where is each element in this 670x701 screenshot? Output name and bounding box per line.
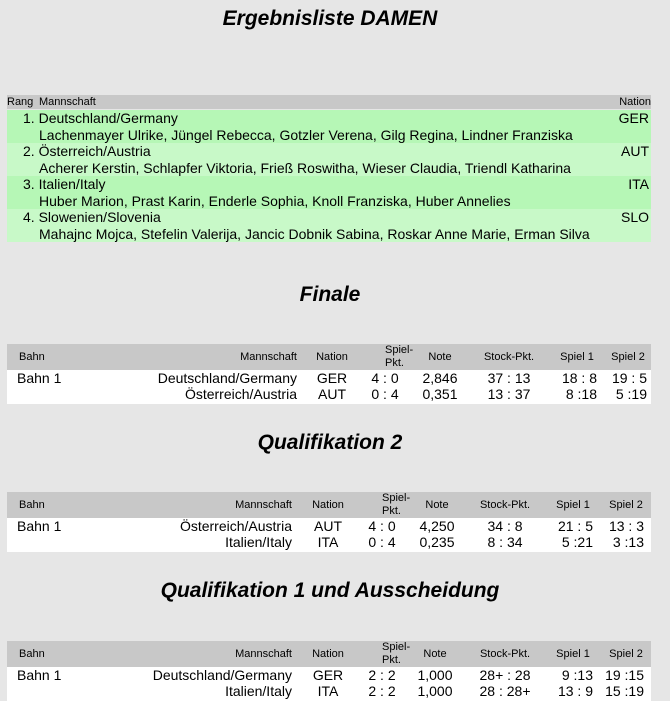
team-nation: GER: [312, 667, 344, 683]
team-name: Deutschland/Germany: [152, 667, 292, 683]
spiel2: 3 :13: [612, 534, 644, 550]
match-table-body: [7, 518, 651, 552]
header-note: Note: [423, 648, 447, 660]
rank-nation: AUT: [621, 143, 649, 159]
section-title-qualifikation-1: Qualifikation 1 und Ausscheidung: [160, 579, 500, 602]
spiel-pkt: 2 : 2: [368, 667, 396, 683]
spiel2: 15 :19: [605, 683, 644, 699]
team-nation: AUT: [318, 386, 346, 402]
header-mannschaft: Mannschaft: [235, 499, 292, 511]
header-spiel1: Spiel 1: [556, 648, 590, 660]
header-note: Note: [428, 351, 452, 363]
rank-team: Österreich/Austria: [38, 143, 151, 159]
rank-team: Deutschland/Germany: [38, 110, 178, 126]
rank-players: Lachenmayer Ulrike, Jüngel Rebecca, Gotzler Verena, Gilg Regina, Lindner Franziska: [39, 127, 573, 143]
header-stock-pkt: Stock-Pkt.: [483, 351, 535, 363]
header-stock-pkt: Stock-Pkt.: [479, 648, 531, 660]
rank-nation: GER: [618, 110, 649, 126]
header-spiel1: Spiel 1: [560, 351, 594, 363]
spiel-pkt: 2 : 2: [368, 683, 396, 699]
spiel-pkt: 4 : 0: [371, 370, 399, 386]
team-name: Österreich/Austria: [179, 518, 292, 534]
team-name: Deutschland/Germany: [157, 370, 297, 386]
header-rang: Rang: [7, 96, 34, 108]
header-spiel2: Spiel 2: [609, 648, 643, 660]
stock-pkt: 13 : 37: [487, 386, 531, 402]
header-spiel-pkt: Spiel- Pkt.: [385, 344, 414, 369]
note: 1,000: [417, 683, 453, 699]
spiel-pkt: 0 : 4: [371, 386, 399, 402]
spiel-pkt: 0 : 4: [368, 534, 396, 550]
rank-players: Mahajnc Mojca, Stefelin Valerija, Jancic Dobnik Sabina, Roskar Anne Marie, Erman Silva: [39, 226, 590, 242]
ranking-header: [7, 95, 651, 109]
spiel1: 18 : 8: [561, 370, 597, 386]
header-spiel-pkt: Spiel- Pkt.: [382, 492, 411, 517]
team-nation: GER: [316, 370, 348, 386]
rank-number: 3.: [23, 176, 35, 192]
note: 4,250: [419, 518, 455, 534]
ranking-row: [7, 209, 651, 242]
page-title: Ergebnisliste DAMEN: [222, 7, 438, 30]
header-spiel2: Spiel 2: [609, 499, 643, 511]
match-table-header: [7, 344, 651, 370]
ranking-row: [7, 110, 651, 143]
header-nation: Nation: [312, 499, 344, 511]
stock-pkt: 34 : 8: [487, 518, 523, 534]
stock-pkt: 37 : 13: [487, 370, 531, 386]
match-table-header: [7, 641, 651, 667]
rank-players: Huber Marion, Prast Karin, Enderle Sophia, Knoll Franziska, Huber Annelies: [39, 193, 511, 209]
match-table-header: [7, 492, 651, 518]
note: 0,351: [422, 386, 458, 402]
note: 2,846: [422, 370, 458, 386]
team-name: Österreich/Austria: [184, 386, 297, 402]
ranking-row: [7, 176, 651, 209]
rank-nation: ITA: [628, 176, 649, 192]
team-nation: ITA: [317, 534, 339, 550]
stock-pkt: 8 : 34: [487, 534, 523, 550]
match-table-body: [7, 667, 651, 701]
spiel2: 13 : 3: [608, 518, 644, 534]
header-mannschaft: Mannschaft: [235, 648, 292, 660]
team-name: Italien/Italy: [225, 534, 292, 550]
rank-number: 2.: [23, 143, 35, 159]
header-bahn: Bahn: [19, 648, 45, 660]
bahn-label: Bahn 1: [17, 518, 62, 534]
header-stock-pkt: Stock-Pkt.: [479, 499, 531, 511]
team-name: Italien/Italy: [225, 683, 292, 699]
rank-players: Acherer Kerstin, Schlapfer Viktoria, Frieß Roswitha, Wieser Claudia, Triendl Katharina: [39, 160, 571, 176]
rank-team: Slowenien/Slovenia: [38, 209, 161, 225]
header-nation: Nation: [312, 648, 344, 660]
rank-nation: SLO: [620, 209, 649, 225]
spiel1: 13 : 9: [557, 683, 593, 699]
header-nation: Nation: [619, 96, 651, 108]
bahn-label: Bahn 1: [17, 667, 62, 683]
spiel1: 21 : 5: [557, 518, 593, 534]
header-spiel-pkt: Spiel- Pkt.: [382, 641, 411, 666]
section-title-finale: Finale: [299, 283, 361, 306]
spiel-pkt: 4 : 0: [368, 518, 396, 534]
note: 1,000: [417, 667, 453, 683]
match-table-body: [7, 370, 651, 404]
team-nation: ITA: [317, 683, 339, 699]
spiel2: 5 :19: [615, 386, 647, 402]
header-spiel1: Spiel 1: [556, 499, 590, 511]
header-bahn: Bahn: [19, 499, 45, 511]
bahn-label: Bahn 1: [17, 370, 62, 386]
stock-pkt: 28 : 28+: [479, 683, 531, 699]
rank-number: 1.: [23, 110, 35, 126]
ranking-row: [7, 143, 651, 176]
header-note: Note: [425, 499, 449, 511]
spiel1: 9 :13: [561, 667, 593, 683]
note: 0,235: [419, 534, 455, 550]
rank-number: 4.: [23, 209, 35, 225]
team-nation: AUT: [314, 518, 342, 534]
header-mannschaft: Mannschaft: [39, 96, 96, 108]
rank-team: Italien/Italy: [38, 176, 106, 192]
spiel1: 8 :18: [565, 386, 597, 402]
spiel2: 19 :15: [605, 667, 644, 683]
spiel2: 19 : 5: [611, 370, 647, 386]
header-mannschaft: Mannschaft: [240, 351, 297, 363]
header-spiel2: Spiel 2: [611, 351, 645, 363]
spiel1: 5 :21: [561, 534, 593, 550]
header-bahn: Bahn: [19, 351, 45, 363]
section-title-qualifikation-2: Qualifikation 2: [257, 431, 403, 454]
stock-pkt: 28+ : 28: [479, 667, 531, 683]
header-nation: Nation: [316, 351, 348, 363]
